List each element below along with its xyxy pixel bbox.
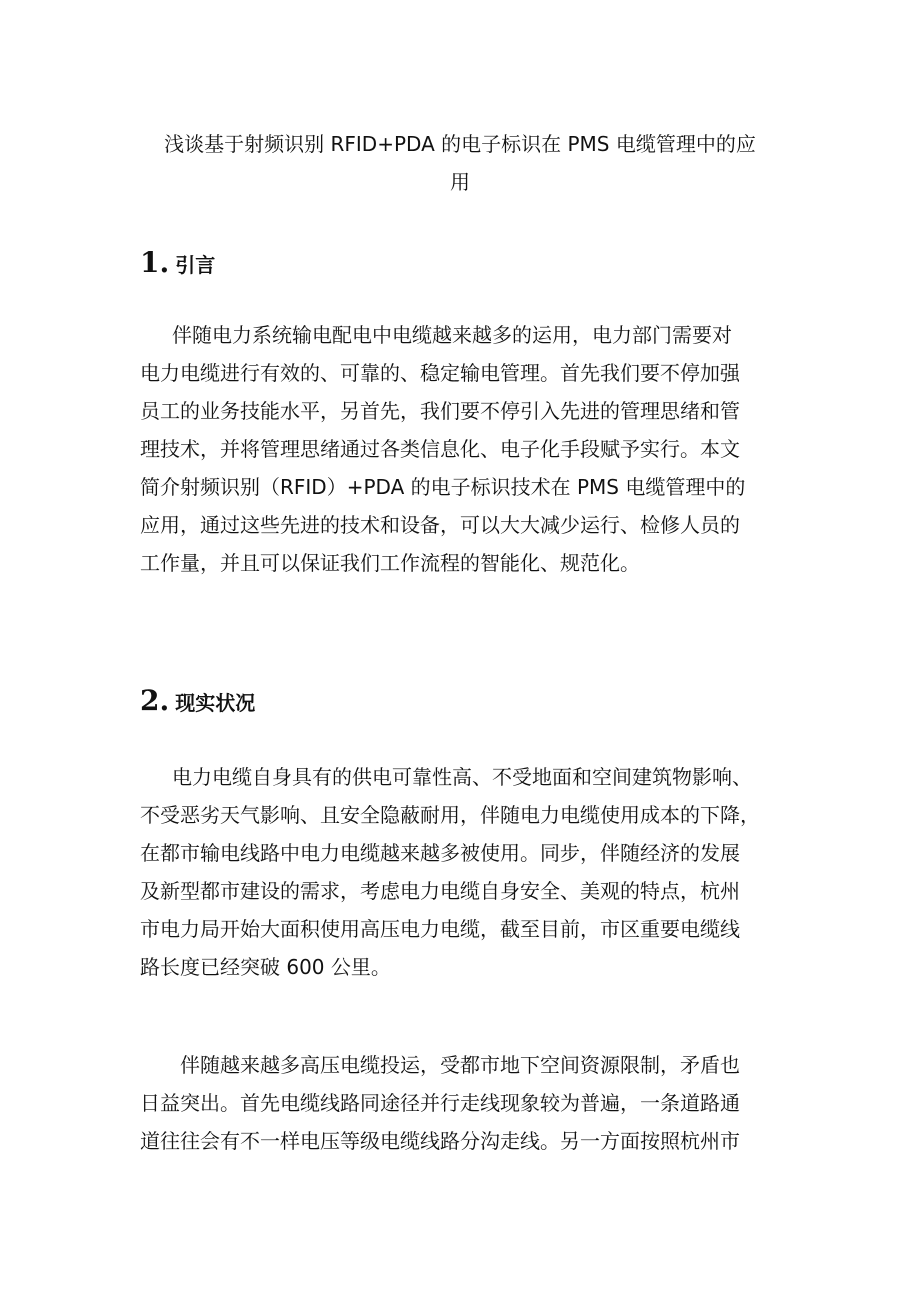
paragraph-line: 路长度已经突破 600 公里。 <box>140 955 391 979</box>
section-number: 2. <box>140 684 170 717</box>
paragraph-line: 在都市输电线路中电力电缆越来越多被使用。同步，伴随经济的发展 <box>140 841 740 865</box>
paragraph-line: 员工的业务技能水平，另首先，我们要不停引入先进的管理思绪和管 <box>140 399 740 423</box>
document-title <box>140 122 780 198</box>
paragraph-line: 工作量，并且可以保证我们工作流程的智能化、规范化。 <box>140 551 640 575</box>
paragraph-line: 及新型都市建设的需求，考虑电力电缆自身安全、美观的特点，杭州 <box>140 879 740 903</box>
paragraph-line: 简介射频识别（RFID）+PDA 的电子标识技术在 PMS 电缆管理中的 <box>140 475 746 499</box>
paragraph-line: 不受恶劣天气影响、且安全隐蔽耐用，伴随电力电缆使用成本的下降， <box>140 803 760 827</box>
section-1-paragraph-1 <box>140 316 780 582</box>
section-2-paragraph-2 <box>140 1046 780 1160</box>
paragraph-line: 伴随电力系统输电配电中电缆越来越多的运用，电力部门需要对 <box>172 323 732 347</box>
paragraph-line: 电力电缆自身具有的供电可靠性高、不受地面和空间建筑物影响、 <box>172 765 752 789</box>
section-title: 现实状况 <box>175 691 256 715</box>
section-number: 1. <box>140 246 170 279</box>
title-line: 浅谈基于射频识别 RFID+PDA 的电子标识在 PMS 电缆管理中的应 <box>164 132 756 156</box>
title-line: 用 <box>450 170 470 194</box>
section-title: 引言 <box>175 253 216 277</box>
paragraph-line: 应用，通过这些先进的技术和设备，可以大大减少运行、检修人员的 <box>140 513 740 537</box>
paragraph-line: 伴随越来越多高压电缆投运，受都市地下空间资源限制，矛盾也 <box>180 1053 740 1077</box>
section-1-heading <box>140 246 215 279</box>
paragraph-line: 日益突出。首先电缆线路同途径并行走线现象较为普遍，一条道路通 <box>140 1091 740 1115</box>
paragraph-line: 市电力局开始大面积使用高压电力电缆，截至目前，市区重要电缆线 <box>140 917 740 941</box>
paragraph-line: 理技术，并将管理思绪通过各类信息化、电子化手段赋予实行。本文 <box>140 437 740 461</box>
section-2-heading <box>140 684 255 717</box>
paragraph-line: 电力电缆进行有效的、可靠的、稳定输电管理。首先我们要不停加强 <box>140 361 740 385</box>
paragraph-line: 道往往会有不一样电压等级电缆线路分沟走线。另一方面按照杭州市 <box>140 1129 740 1153</box>
section-2-paragraph-1 <box>140 758 780 986</box>
